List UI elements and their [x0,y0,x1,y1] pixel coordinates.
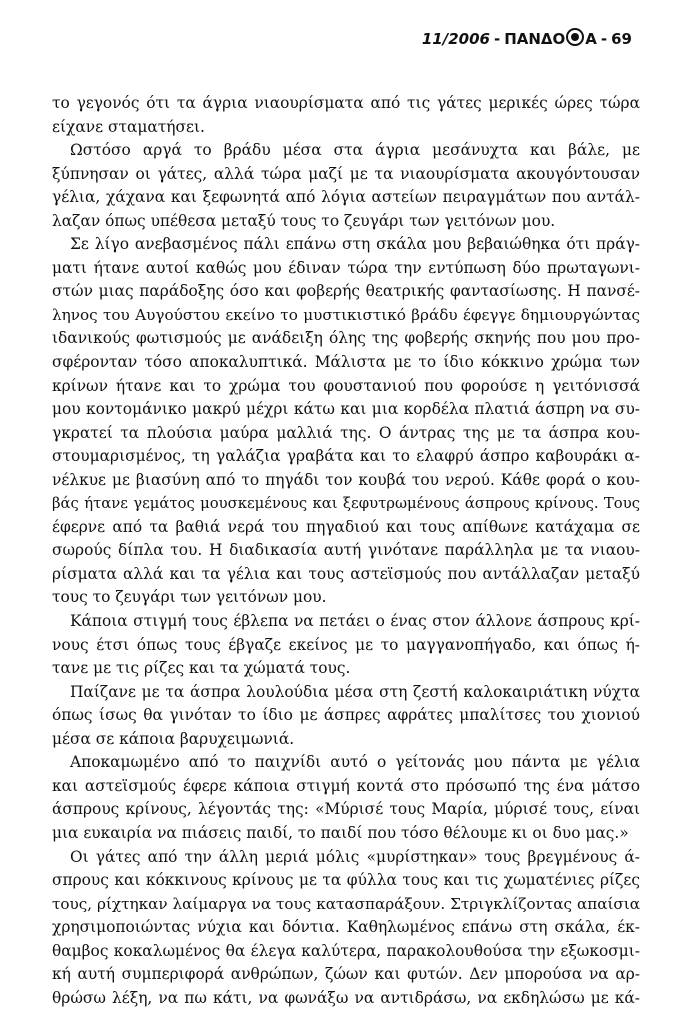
text-line: στουμαρισμένος, τη γαλάζια γραβάτα και το ελαφρύ άσπρο καβουράκι α- [52,447,640,466]
text-line: τους, ρίχτηκαν λαίμαργα να τους κατασπαράξουν. Στριγκλίζοντας απαίσια [52,894,640,913]
magazine-name-part1: ΠΑΝΔΟ [504,30,566,48]
page-number: 69 [611,30,632,48]
text-line: μέσα σε κάποια βαρυχειμωνιά. [52,729,295,748]
text-line: γέλια, χάχανα και ξεφωνητά από λόγια αστείων πειραγμάτων που αντάλ- [52,188,640,207]
body-text [52,92,640,1010]
text-line: και αστεϊσμούς έφερε κάποια στιγμή κοντά στο πρόσωπό της ένα μάτσο [52,776,640,795]
header-separator: - [493,30,501,48]
magazine-name-part2: Α [585,30,597,48]
text-line: ξύπνησαν οι γάτες, αλλά τώρα μαζί με τα νιαουρίσματα ακουγόντουσαν [52,164,640,183]
issue-number: 11/2006 [421,30,490,48]
text-line: όπως ίσως θα γινόταν το ίδιο με άσπρες αφράτες μπαλίτσες του χιονιού [52,706,640,725]
text-line: σφέρονταν τόσο αποκαλυπτικά. Μάλιστα με το ίδιο κόκκινο χρώμα των [52,353,640,372]
header-separator: - [600,30,608,48]
text-line: Αποκαμωμένο από το παιχνίδι αυτό ο γείτονάς μου πάντα με γέλια [70,753,640,772]
text-line: στών μιας παράδοξης όσο και φοβερής θεατρικής φαντασίωσης. Η πανσέ- [52,282,640,301]
text-line: μου κοντομάνικο μακρύ μέχρι κάτω και μια κορδέλα πλατιά άσπρη να συ- [52,400,640,419]
text-line: Ωστόσο αργά το βράδυ μέσα στα άγρια μεσάνυχτα και βάλε, με [70,141,640,160]
text-line: μια ευκαιρία να πιάσεις παιδί, το παιδί που τόσο θέλουμε κι οι δυο μας.» [52,823,629,842]
text-line: σωρούς δίπλα του. Η διαδικασία αυτή γινότανε παράλληλα με τα νιαου- [52,541,640,560]
text-line: θαμβος κοκαλωμένος θα έλεγα καλύτερα, παρακολουθούσα την εξωκοσμι- [52,941,640,960]
text-line: γκρατεί τα πλούσια μαύρα μαλλιά της. Ο άντρας της με τα άσπρα κου- [52,423,640,442]
text-line: ιδανικούς φωτισμούς με ανάδειξη όλης της φοβερής σκηνής που μου προ- [52,329,640,348]
text-line: σπρους και κόκκινους κρίνους με τα φύλλα τους και τις χωματένιες ρίζες [52,871,640,890]
text-line: το γεγονός ότι τα άγρια νιαουρίσματα από τις γάτες μερικές ώρες τώρα [52,94,640,112]
running-header [422,30,632,48]
text-line: κή αυτή συμπεριφορά ανθρώπων, ζώων και φυτών. Δεν μπορούσα να αρ- [52,965,640,984]
text-line: Σε λίγο ανεβασμένος πάλι επάνω στη σκάλα μου βεβαιώθηκα ότι πράγ- [70,235,640,254]
text-line: λαζαν όπως υπέθεσα μεταξύ τους το ζευγάρι των γειτόνων μου. [52,211,556,230]
text-line: Κάποια στιγμή τους έβλεπα να πετάει ο ένας στον άλλονε άσπρους κρί- [70,612,640,631]
text-line: χρησιμοποιώντας νύχια και δόντια. Καθηλωμένος επάνω στη σκάλα, έκ- [52,918,640,937]
text-line: ρίσματα αλλά και τα γέλια και τους αστεϊσμούς που αντάλλαζαν μεταξύ [52,564,640,583]
text-line: ληνος του Αυγούστου εκείνο το μυστικιστικό βράδυ έφεγγε δημιουργώντας [52,305,640,324]
text-line: έφερνε από τα βαθιά νερά του πηγαδιού και τους απίθωνε κατάχαμα σε [52,517,640,536]
text-line: κρίνων ήτανε και το χρώμα του φουστανιού που φορούσε η γειτόνισσά [52,376,640,395]
text-line: νους έτσι όπως τους έβγαζε εκείνος με το μαγγανοπήγαδο, και όπως ή- [52,635,640,654]
text-line: Οι γάτες από την άλλη μεριά μόλις «μυρίστηκαν» τους βρεγμένους ά- [70,847,640,866]
text-line: τους το ζευγάρι των γειτόνων μου. [52,588,327,607]
text-line: ματι ήτανε αυτοί καθώς μου έδιναν τώρα την εντύπωση δύο πρωταγωνι- [52,258,640,277]
text-line: θρώσω λέξη, να πω κάτι, να φωνάξω να αντιδράσω, να εκδηλώσω με κά- [52,988,640,1007]
text-line: νέλκυε με βιασύνη από το πηγάδι τον κουβά του νερού. Κάθε φορά ο κου- [52,470,640,489]
text-line: βάς ήτανε γεμάτος μουσκεμένους και ξεφυτρωμένους άσπρους κρίνους. Τους [52,495,640,513]
text-line: είχανε σταματήσει. [52,117,205,136]
text-line: Παίζανε με τα άσπρα λουλούδια μέσα στη ζεστή καλοκαιριάτικη νύχτα [70,682,640,701]
magazine-logo-icon [566,28,584,46]
text-line: άσπρους κρίνους, λέγοντάς της: «Μύρισέ τους Μαρία, μύρισέ τους, είναι [52,800,640,819]
text-line: τανε με τις ρίζες και τα χώματά τους. [52,659,351,678]
